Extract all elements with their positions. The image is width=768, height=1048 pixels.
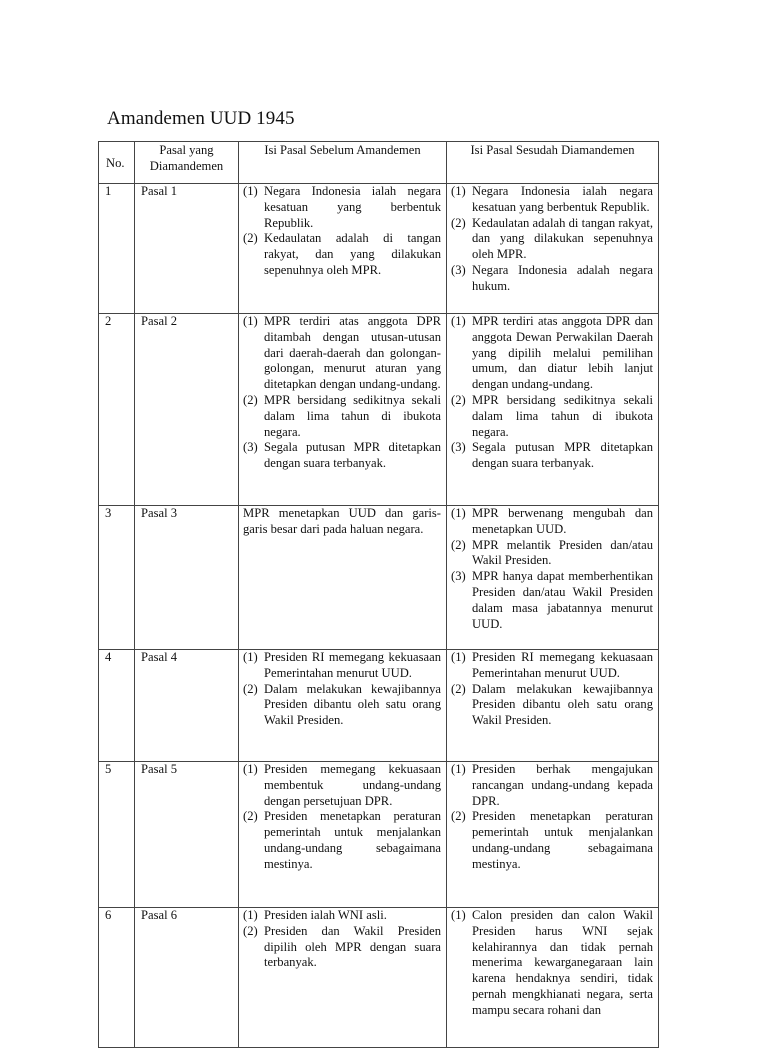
table-row bbox=[99, 314, 659, 506]
item-number: (2) bbox=[243, 923, 258, 938]
table-row bbox=[99, 184, 659, 314]
item-number: (3) bbox=[451, 440, 466, 455]
list-item bbox=[451, 650, 653, 682]
before-list bbox=[243, 650, 441, 729]
item-text: Presiden menetapkan peraturan pemerintah untuk menjalankan undang-undang sebagaimana mestinya. bbox=[264, 809, 441, 871]
item-number: (1) bbox=[451, 650, 466, 664]
row-pasal: Pasal 1 bbox=[135, 184, 239, 314]
item-text: MPR melantik Presiden dan/atau Wakil Presiden. bbox=[472, 537, 653, 568]
item-text: Negara Indonesia ialah negara kesatuan yang berbentuk Republik. bbox=[264, 184, 441, 230]
cell-after bbox=[447, 650, 659, 762]
cell-before bbox=[239, 184, 447, 314]
item-number: (2) bbox=[451, 681, 466, 696]
item-text: Presiden menetapkan peraturan pemerintah untuk menjalankan undang-undang sebagaimana mestinya. bbox=[472, 809, 653, 871]
item-text: Presiden ialah WNI asli. bbox=[264, 908, 387, 922]
list-item bbox=[451, 538, 653, 570]
cell-before bbox=[239, 314, 447, 506]
row-number: 5 bbox=[99, 762, 135, 908]
row-pasal: Pasal 4 bbox=[135, 650, 239, 762]
cell-after bbox=[447, 908, 659, 1048]
before-list bbox=[243, 314, 441, 472]
header-before: Isi Pasal Sebelum Amandemen bbox=[239, 142, 447, 184]
list-item bbox=[451, 216, 653, 263]
row-number: 1 bbox=[99, 184, 135, 314]
list-item bbox=[451, 569, 653, 632]
item-text: Segala putusan MPR ditetapkan dengan suara terbanyak. bbox=[472, 440, 653, 471]
after-list bbox=[451, 506, 653, 632]
item-text: Presiden memegang kekuasaan membentuk undang-undang dengan persetujuan DPR. bbox=[264, 762, 441, 808]
item-number: (1) bbox=[451, 762, 466, 776]
list-item bbox=[243, 762, 441, 809]
list-item bbox=[451, 908, 653, 1019]
cell-before bbox=[239, 762, 447, 908]
item-text: Segala putusan MPR ditetapkan dengan suara terbanyak. bbox=[264, 440, 441, 471]
item-text: Kedaulatan adalah di tangan rakyat, dan yang dilakukan sepenuhnya oleh MPR. bbox=[472, 215, 653, 262]
item-text: MPR bersidang sedikitnya sekali dalam lima tahun di ibukota negara. bbox=[472, 392, 653, 439]
cell-after bbox=[447, 184, 659, 314]
item-text: MPR terdiri atas anggota DPR ditambah dengan utusan-utusan dari daerah-daerah dan golongan-golongan, menurut aturan yang ditetapkan dengan undang-undang. bbox=[264, 314, 441, 392]
item-text: Presiden dan Wakil Presiden dipilih oleh MPR dengan suara terbanyak. bbox=[264, 923, 441, 970]
item-text: Presiden RI memegang kekuasaan Pemerintahan menurut UUD. bbox=[264, 650, 441, 680]
table-row bbox=[99, 762, 659, 908]
cell-after bbox=[447, 762, 659, 908]
item-number: (1) bbox=[243, 650, 258, 664]
item-number: (2) bbox=[243, 681, 258, 696]
cell-before bbox=[239, 506, 447, 650]
header-no: No. bbox=[99, 142, 135, 184]
item-number: (1) bbox=[243, 762, 258, 776]
list-item bbox=[243, 440, 441, 472]
list-item bbox=[451, 440, 653, 472]
item-text: MPR hanya dapat memberhentikan Presiden dan/atau Wakil Presiden dalam masa jabatannya menurut UUD. bbox=[472, 569, 653, 631]
item-text: MPR terdiri atas anggota DPR dan anggota Dewan Perwakilan Daerah yang dipilih melalui pemilihan umum, dan diatur lebih lanjut dengan undang-undang. bbox=[472, 314, 653, 392]
row-pasal: Pasal 6 bbox=[135, 908, 239, 1048]
list-item bbox=[243, 682, 441, 729]
item-number: (1) bbox=[451, 314, 466, 328]
header-pasal-line1: Pasal yang bbox=[159, 143, 214, 157]
item-number: (3) bbox=[451, 262, 466, 277]
item-text: Dalam melakukan kewajibannya Presiden dibantu oleh satu orang Wakil Presiden. bbox=[264, 681, 441, 728]
item-text: Presiden RI memegang kekuasaan Pemerintahan menurut UUD. bbox=[472, 650, 653, 680]
row-pasal: Pasal 3 bbox=[135, 506, 239, 650]
list-item bbox=[451, 184, 653, 216]
item-number: (1) bbox=[451, 506, 466, 520]
row-number: 4 bbox=[99, 650, 135, 762]
row-pasal: Pasal 5 bbox=[135, 762, 239, 908]
item-text: Dalam melakukan kewajibannya Presiden dibantu oleh satu orang Wakil Presiden. bbox=[472, 681, 653, 728]
table-body bbox=[99, 184, 659, 1048]
cell-after bbox=[447, 314, 659, 506]
table-row bbox=[99, 908, 659, 1048]
after-list bbox=[451, 762, 653, 873]
item-text: MPR bersidang sedikitnya sekali dalam lima tahun di ibukota negara. bbox=[264, 392, 441, 439]
row-pasal: Pasal 2 bbox=[135, 314, 239, 506]
list-item bbox=[243, 650, 441, 682]
item-number: (2) bbox=[451, 537, 466, 552]
item-number: (1) bbox=[243, 314, 258, 328]
item-number: (1) bbox=[451, 184, 466, 198]
list-item bbox=[243, 393, 441, 440]
item-number: (2) bbox=[451, 392, 466, 407]
list-item bbox=[243, 314, 441, 393]
before-list bbox=[243, 762, 441, 873]
before-paragraph: MPR menetapkan UUD dan garis-garis besar dari pada haluan negara. bbox=[243, 506, 441, 536]
row-number: 2 bbox=[99, 314, 135, 506]
item-text: Negara Indonesia ialah negara kesatuan yang berbentuk Republik. bbox=[472, 184, 653, 214]
list-item bbox=[243, 231, 441, 278]
list-item bbox=[243, 809, 441, 872]
item-number: (2) bbox=[243, 809, 258, 824]
item-number: (1) bbox=[243, 184, 258, 198]
amendment-table bbox=[98, 141, 659, 1048]
list-item bbox=[451, 506, 653, 538]
before-list bbox=[243, 184, 441, 279]
item-number: (3) bbox=[451, 569, 466, 584]
item-number: (2) bbox=[243, 231, 258, 246]
list-item bbox=[451, 314, 653, 393]
list-item bbox=[243, 908, 441, 924]
list-item bbox=[451, 762, 653, 809]
cell-after bbox=[447, 506, 659, 650]
row-number: 6 bbox=[99, 908, 135, 1048]
document-title: Amandemen UUD 1945 bbox=[107, 108, 295, 129]
item-text: Calon presiden dan calon Wakil Presiden harus WNI sejak kelahirannya dan tidak pernah menerima kewarganegaraan lain karena hendaknya sendiri, tidak pernah mengkhianati negara, serta mampu secara rohani dan bbox=[472, 908, 653, 1017]
list-item bbox=[451, 263, 653, 295]
after-list bbox=[451, 314, 653, 472]
list-item bbox=[243, 184, 441, 231]
list-item bbox=[243, 924, 441, 971]
list-item bbox=[451, 809, 653, 872]
item-text: MPR berwenang mengubah dan menetapkan UUD. bbox=[472, 506, 653, 536]
table-row bbox=[99, 506, 659, 650]
item-number: (1) bbox=[451, 908, 466, 922]
list-item bbox=[451, 393, 653, 440]
after-list bbox=[451, 650, 653, 729]
item-text: Kedaulatan adalah di tangan rakyat, dan yang dilakukan sepenuhnya oleh MPR. bbox=[264, 231, 441, 277]
table-header-row bbox=[99, 142, 659, 184]
list-item bbox=[451, 682, 653, 729]
item-number: (2) bbox=[243, 392, 258, 407]
header-after: Isi Pasal Sesudah Diamandemen bbox=[447, 142, 659, 184]
before-list bbox=[243, 908, 441, 971]
table-row bbox=[99, 650, 659, 762]
after-list bbox=[451, 184, 653, 295]
item-text: Negara Indonesia adalah negara hukum. bbox=[472, 262, 653, 293]
item-text: Presiden berhak mengajukan rancangan undang-undang kepada DPR. bbox=[472, 762, 653, 808]
after-list bbox=[451, 908, 653, 1019]
item-number: (2) bbox=[451, 809, 466, 824]
item-number: (3) bbox=[243, 440, 258, 455]
header-pasal bbox=[135, 142, 239, 184]
item-number: (2) bbox=[451, 215, 466, 230]
item-number: (1) bbox=[243, 908, 258, 922]
cell-before bbox=[239, 908, 447, 1048]
row-number: 3 bbox=[99, 506, 135, 650]
cell-before bbox=[239, 650, 447, 762]
header-pasal-line2: Diamandemen bbox=[149, 158, 224, 173]
